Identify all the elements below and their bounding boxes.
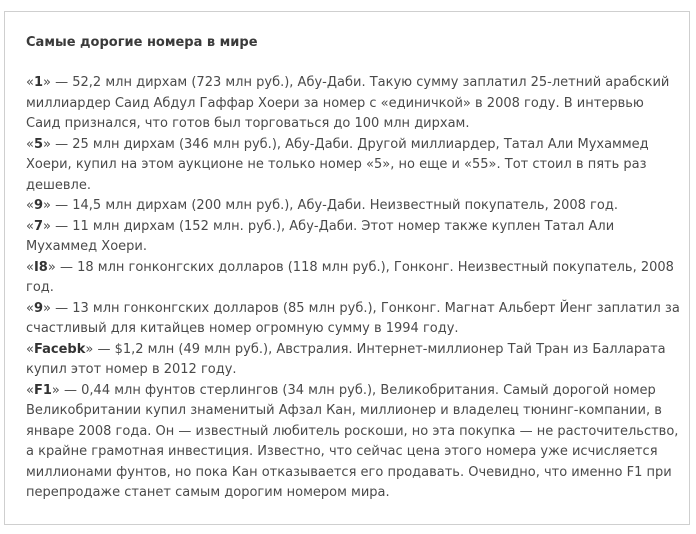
plate-description: — 52,2 млн дирхам (723 млн руб.), Абу-Даби. Такую сумму заплатил 25-летний арабский миллиардер Саид Абдул Гаффар Хоери за номер с «единичкой» в 2008 году. В интервью Саид признался, что готов был торговаться до 100 млн дирхам. xyxy=(26,75,670,131)
plate-description: — 25 млн дирхам (346 млн руб.), Абу-Даби. Другой миллиардер, Татал Али Мухаммед Хоери, купил на этом аукционе не только номер «5», но еще и «55». Тот стоил в пять раз дешевле. xyxy=(26,136,649,193)
plate-entry-i8: «I8» — 18 млн гонконгских долларов (118 млн руб.), Гонконг. Неизвестный покупатель, 2008 год. xyxy=(26,259,674,295)
plate-entry-f1: «F1» — 0,44 млн фунтов стерлингов (34 млн руб.), Великобритания. Самый дорогой номер Великобритании купил знаменитый Афзал Кан, миллионер и владелец тюнинг-компании, в январе 2008 года. Он — известный любитель роскоши, но эта покупка — не расточительство, а крайне грамотная инвестиция. Известно, что сейчас цена этого номера уже исчисляется миллионами фунтов, но пока Кан отказывается его продавать. Очевидно, что именно F1 при перепродаже станет самым дорогим номером мира. xyxy=(26,382,679,500)
plate-entry-7: «7» — 11 млн дирхам (152 млн. руб.), Абу-Даби. Этот номер также куплен Татал Али Мухаммед Хоери. xyxy=(26,218,615,254)
plate-number: 9 xyxy=(33,300,44,316)
article-title: Самые дорогие номера в мире xyxy=(26,35,258,50)
plate-entry-9-abu-dhabi: «9» — 14,5 млн дирхам (200 млн руб.), Абу-Даби. Неизвестный покупатель, 2008 год. xyxy=(26,198,618,213)
plate-entry-9-hong-kong: «9» — 13 млн гонконгских долларов (85 млн руб.), Гонконг. Магнат Альберт Йенг заплатил за счастливый для китайцев номер огромную сумму в 1994 году. xyxy=(26,300,680,336)
plate-description: — 0,44 млн фунтов стерлингов (34 млн руб.), Великобритания. Самый дорогой номер Великобритании купил знаменитый Афзал Кан, миллионер и владелец тюнинг-компании, в январе 2008 года. Он — известный любитель роскоши, но эта покупка — не расточительство, а крайне грамотная инвестиция. Известно, что сейчас цена этого номера уже исчисляется миллионами фунтов, но пока Кан отказывается его продавать. Очевидно, что именно F1 при перепродаже станет самым дорогим номером мира. xyxy=(26,382,679,500)
article-body xyxy=(26,73,681,504)
plate-entry-facebk: «Facebk» — $1,2 млн (49 млн руб.), Австралия. Интернет-миллионер Тай Тран из Балларата купил этот номер в 2012 году. xyxy=(26,341,666,377)
plate-number: F1 xyxy=(33,382,52,398)
plate-entry-1: «1» — 52,2 млн дирхам (723 млн руб.), Абу-Даби. Такую сумму заплатил 25-летний арабский миллиардер Саид Абдул Гаффар Хоери за номер с «единичкой» в 2008 году. В интервью Саид признался, что готов был торговаться до 100 млн дирхам. xyxy=(26,75,670,131)
plate-number: 7 xyxy=(33,218,44,234)
plate-description: — 13 млн гонконгских долларов (85 млн руб.), Гонконг. Магнат Альберт Йенг заплатил за счастливый для китайцев номер огромную сумму в 1994 году. xyxy=(26,300,680,336)
plate-description: — 14,5 млн дирхам (200 млн руб.), Абу-Даби. Неизвестный покупатель, 2008 год. xyxy=(50,198,618,213)
plate-number: 9 xyxy=(33,198,44,213)
article-card xyxy=(4,11,690,525)
plate-number: 5 xyxy=(33,136,44,152)
plate-number: I8 xyxy=(33,259,48,275)
plate-number: 1 xyxy=(33,75,44,90)
plate-entry-5: «5» — 25 млн дирхам (346 млн руб.), Абу-Даби. Другой миллиардер, Татал Али Мухаммед Хоери, купил на этом аукционе не только номер «5», но еще и «55». Тот стоил в пять раз дешевле. xyxy=(26,136,649,193)
plate-number: Facebk xyxy=(33,341,86,357)
plate-description: — 11 млн дирхам (152 млн. руб.), Абу-Даби. Этот номер также куплен Татал Али Мухаммед Хоери. xyxy=(26,218,615,254)
plate-description: — $1,2 млн (49 млн руб.), Австралия. Интернет-миллионер Тай Тран из Балларата купил этот номер в 2012 году. xyxy=(26,341,666,377)
plate-description: — 18 млн гонконгских долларов (118 млн руб.), Гонконг. Неизвестный покупатель, 2008 год. xyxy=(26,259,674,295)
